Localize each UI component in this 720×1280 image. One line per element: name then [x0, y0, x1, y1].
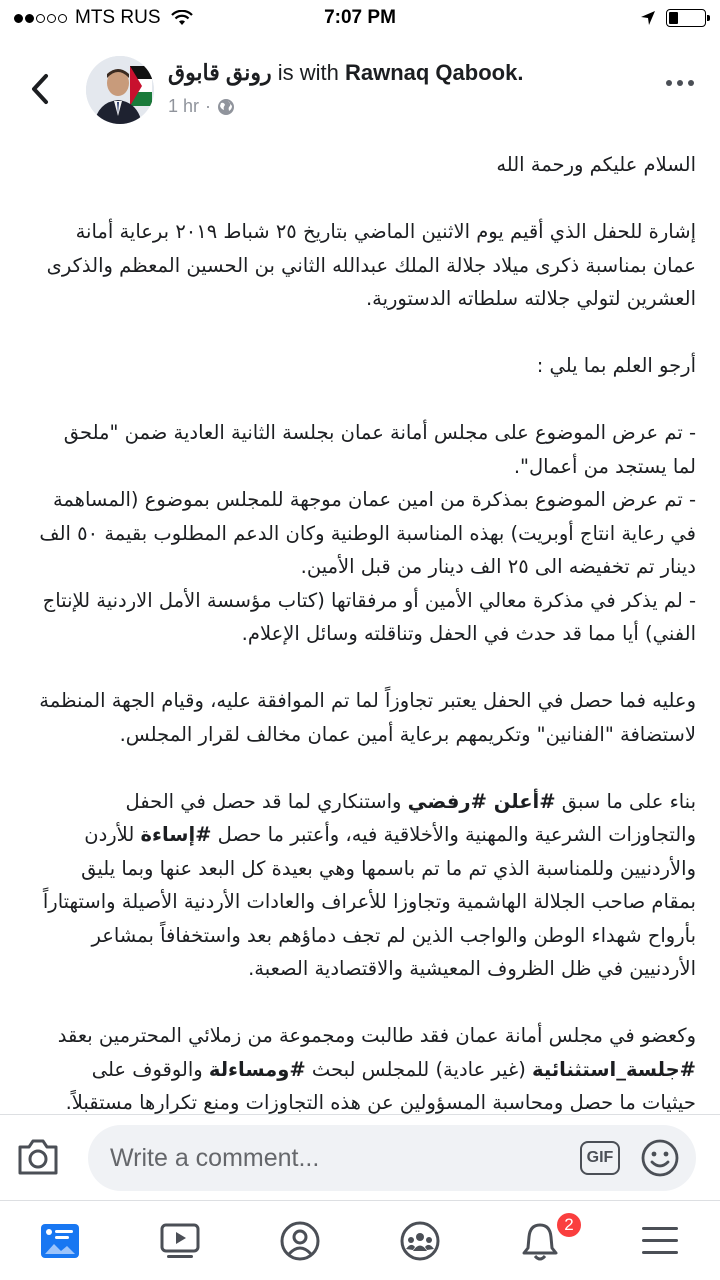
post-meta	[168, 96, 235, 117]
signal-dot	[14, 14, 23, 23]
hashtag-link[interactable]: #إساءة	[140, 823, 212, 846]
post-paragraph: السلام عليكم ورحمة الله	[496, 153, 696, 176]
author-line	[168, 60, 523, 86]
battery-level	[669, 12, 678, 24]
location-arrow-icon	[640, 10, 656, 26]
paragraph-gap	[36, 986, 696, 1020]
nav-news-feed[interactable]	[0, 1201, 120, 1280]
post-list-line: - لم يذكر في مذكرة معالي الأمين أو مرفقاتها (كتاب مؤسسة الأمل الاردنية للإنتاج الفني) أيا مما قد حدث في الحفل وتناقلته وسائل الإعلام.	[42, 588, 696, 645]
paragraph-gap	[36, 182, 696, 216]
post-paragraph	[36, 1019, 696, 1114]
signal-dot	[58, 14, 67, 23]
paragraph-text: بناء على ما سبق	[555, 789, 696, 813]
wifi-icon	[171, 10, 193, 26]
hamburger-menu-icon	[640, 1224, 680, 1258]
more-options-button[interactable]	[666, 80, 694, 86]
signal-dot	[36, 14, 45, 23]
with-text: is with	[271, 60, 345, 85]
nav-profile[interactable]	[240, 1201, 360, 1280]
bottom-nav	[0, 1200, 720, 1280]
paragraph-text: للأردن والأردنيين وللمناسبة الذي تم ما تم باسمها وهي بعيدة كل البعد عنها وبما يليق بمقام صاحب الجلالة الهاشمية وتجاوزا للأعراف والعادات الأردنية الأصيلة واستهتاراً بأرواح شهداء الوطن والواجب الذين لم تجف دماؤهم بعد واستخفافاً بمشاعر الأردنيين في ظل الظروف المعيشية والاقتصادية الصعبة.	[42, 823, 696, 980]
status-bar	[0, 0, 720, 36]
more-dot	[677, 80, 683, 86]
hashtag-link[interactable]: #جلسة_استثنائية	[532, 1057, 696, 1081]
notifications-badge: 2	[555, 1211, 583, 1239]
nav-menu[interactable]	[600, 1201, 720, 1280]
post-time[interactable]: 1 hr	[168, 96, 200, 116]
paragraph-gap	[36, 383, 696, 417]
paragraph-gap	[36, 651, 696, 685]
emoji-button[interactable]	[640, 1138, 680, 1178]
video-play-icon	[159, 1222, 201, 1260]
signal-strength-icon	[14, 14, 67, 23]
camera-button[interactable]	[16, 1137, 60, 1177]
status-right	[640, 9, 706, 27]
paragraph-text: واستنكاري لما قد حصل في الحفل والتجاوزات الشرعية والمهنية والأخلاقية فيه، وأعتبر ما حصل	[125, 789, 696, 846]
hashtag-link[interactable]: #ومساءلة	[208, 1057, 306, 1081]
post-list-line: - تم عرض الموضوع بمذكرة من امين عمان موجهة للمجلس بموضوع (المساهمة في رعاية انتاج أوبريت) بهذه المناسبة الوطنية وكان الدعم المطلوب بقيمة ٥٠ الف دينار تم تخفيضه الى ٢٥ الف دينار من قبل الأمين.	[39, 488, 696, 578]
groups-icon	[399, 1220, 441, 1262]
signal-dot	[47, 14, 56, 23]
news-feed-icon	[39, 1222, 81, 1260]
profile-icon	[279, 1220, 321, 1262]
more-dot	[688, 80, 694, 86]
post-paragraph: أرجو العلم بما يلي :	[536, 354, 696, 377]
post-paragraph: إشارة للحفل الذي أقيم يوم الاثنين الماضي بتاريخ ٢٥ شباط ٢٠١٩ برعاية أمانة عمان بمناسبة ذكرى ميلاد جلالة الملك عبدالله الثاني بن الحسين المعظم والذكرى العشرين لتولي جلالته سلطاته الدستورية.	[46, 220, 696, 310]
nav-watch[interactable]	[120, 1201, 240, 1280]
paragraph-text: وكعضو في مجلس أمانة عمان فقد طالبت ومجموعة من زملائي المحترمين بعقد	[57, 1024, 696, 1047]
signal-dot	[25, 14, 34, 23]
status-left	[14, 7, 193, 29]
paragraph-gap	[36, 751, 696, 785]
globe-icon	[217, 98, 235, 116]
paragraph-text: (غير عادية) للمجلس لبحث	[305, 1057, 533, 1081]
more-dot	[666, 80, 672, 86]
battery-icon	[666, 9, 706, 27]
avatar-image	[86, 56, 154, 124]
author-name[interactable]: رونق قابوق	[168, 60, 272, 85]
smiley-icon	[640, 1138, 680, 1178]
status-time: 7:07 PM	[324, 7, 396, 28]
carrier-name: MTS RUS	[75, 7, 161, 28]
post-header	[0, 44, 720, 134]
nav-notifications[interactable]	[480, 1201, 600, 1280]
gif-button[interactable]: GIF	[580, 1141, 620, 1175]
nav-groups[interactable]	[360, 1201, 480, 1280]
paragraph-text: والوقوف على حيثيات ما حصل ومحاسبة المسؤولين عن هذه التجاوزات ومنع تكرارها مستقبلاً.	[65, 1057, 696, 1114]
meta-separator: ·	[205, 96, 212, 116]
tagged-person[interactable]: Rawnaq Qabook.	[344, 60, 524, 85]
post-body	[36, 148, 696, 1114]
comment-bar	[0, 1114, 720, 1200]
chevron-left-icon	[30, 73, 50, 105]
post-list-line: - تم عرض الموضوع على مجلس أمانة عمان بجلسة الثانية العادية ضمن "ملحق لما يستجد من أعمال".	[63, 421, 696, 478]
post-paragraph: وعليه فما حصل في الحفل يعتبر تجاوزاً لما تم الموافقة عليه، وقيام الجهة المنظمة لاستضافة "الفنانين" وتكريمهم برعاية أمين عمان مخالف لقرار المجلس.	[39, 689, 696, 746]
post-paragraph	[36, 785, 696, 986]
hashtag-link[interactable]: #أعلن #رفضي	[407, 789, 556, 813]
bell-icon	[520, 1220, 560, 1262]
author-avatar[interactable]	[86, 56, 154, 124]
camera-icon	[16, 1137, 60, 1177]
paragraph-gap	[36, 316, 696, 350]
back-button[interactable]	[22, 66, 58, 112]
